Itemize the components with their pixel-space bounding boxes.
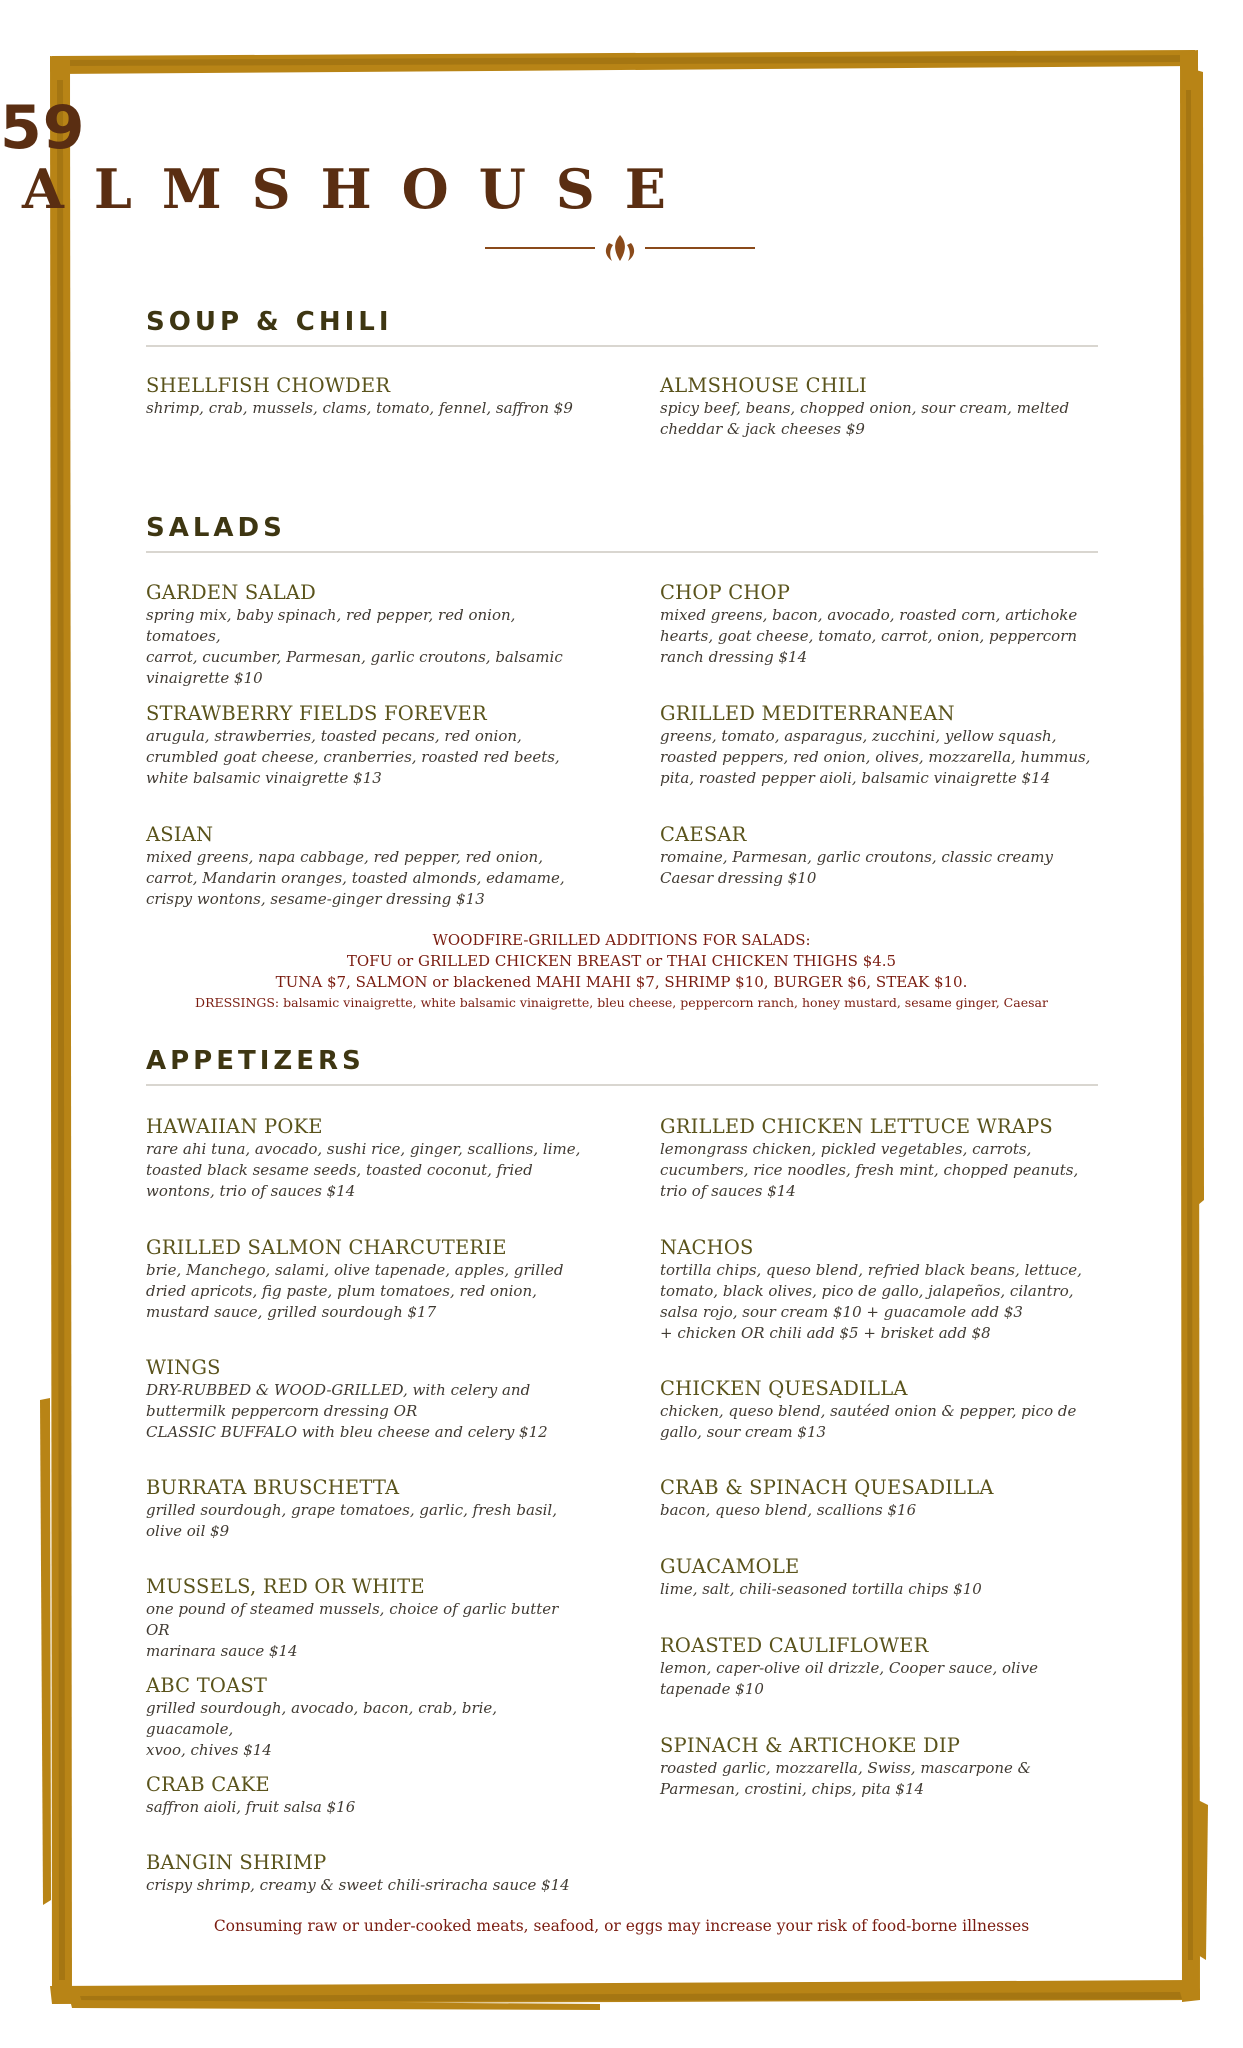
- item-name: STRAWBERRY FIELDS FOREVER: [146, 702, 487, 725]
- item-name: WINGS: [146, 1356, 221, 1379]
- item-name: BANGIN SHRIMP: [146, 1851, 327, 1874]
- menu-item: [660, 582, 1100, 668]
- section-title-appetizers: APPETIZERS: [146, 1046, 365, 1076]
- item-name: GRILLED CHICKEN LETTUCE WRAPS: [660, 1115, 1053, 1138]
- item-description: lemon, caper-olive oil drizzle, Cooper sauce, olive tapenade $10: [660, 1659, 1038, 1698]
- menu-item: [660, 1237, 1100, 1344]
- item-description: grilled sourdough, grape tomatoes, garlic, fresh basil, olive oil $9: [146, 1501, 557, 1540]
- brand-number: 59: [0, 93, 86, 163]
- item-name: ROASTED CAULIFLOWER: [660, 1634, 929, 1657]
- item-name: ASIAN: [146, 823, 214, 846]
- section-divider: [146, 345, 1098, 347]
- item-description: rare ahi tuna, avocado, sushi rice, ginger, scallions, lime, toasted black sesame seeds, toasted coconut, fried wontons, trio of sauces $14: [146, 1140, 581, 1200]
- section-divider: [146, 1084, 1098, 1086]
- salad-additions: [0, 930, 1243, 1013]
- menu-item: [660, 1477, 1100, 1521]
- additions-proteins: TOFU or GRILLED CHICKEN BREAST or THAI CHICKEN THIGHS $4.5: [346, 952, 897, 970]
- item-description: bacon, queso blend, scallions $16: [660, 1501, 917, 1519]
- item-name: CRAB CAKE: [146, 1773, 270, 1796]
- brand-name: ALMSHOUSE: [22, 157, 696, 221]
- menu-item: [146, 375, 586, 419]
- item-name: ABC TOAST: [146, 1674, 268, 1697]
- item-name: CRAB & SPINACH QUESADILLA: [660, 1476, 994, 1499]
- section-title-salads: SALADS: [146, 513, 286, 543]
- menu-item: [146, 1357, 586, 1443]
- item-description: spring mix, baby spinach, red pepper, red onion, tomatoes, carrot, cucumber, Parmesan, garlic croutons, balsamic vinaigrette $10: [146, 606, 563, 687]
- menu-item: [660, 824, 1100, 889]
- additions-seafood: TUNA $7, SALMON or blackened MAHI MAHI $7, SHRIMP $10, BURGER $6, STEAK $10.: [275, 973, 968, 991]
- item-name: GRILLED SALMON CHARCUTERIE: [146, 1236, 507, 1259]
- menu-item: [146, 1116, 586, 1202]
- food-safety-notice: Consuming raw or under-cooked meats, seafood, or eggs may increase your risk of food-borne illnesses: [213, 1917, 1030, 1935]
- item-description: spicy beef, beans, chopped onion, sour cream, melted cheddar & jack cheeses $9: [660, 399, 1070, 438]
- menu-item: [146, 703, 586, 789]
- flame-icon: [606, 235, 634, 261]
- item-description: crispy shrimp, creamy & sweet chili-sriracha sauce $14: [146, 1876, 570, 1894]
- menu-item: [146, 1576, 586, 1662]
- item-name: CHICKEN QUESADILLA: [660, 1377, 908, 1400]
- item-description: lime, salt, chili-seasoned tortilla chips $10: [660, 1580, 982, 1598]
- item-name: GARDEN SALAD: [146, 581, 316, 604]
- menu-item: [146, 824, 586, 910]
- item-description: DRY-RUBBED & WOOD-GRILLED, with celery and buttermilk peppercorn dressing OR CLASSIC BUFFALO with bleu cheese and celery $12: [146, 1381, 548, 1441]
- menu-item: [146, 582, 586, 689]
- additions-dressings: DRESSINGS: balsamic vinaigrette, white balsamic vinaigrette, bleu cheese, peppercorn ranch, honey mustard, sesame ginger, Caesar: [195, 995, 1048, 1010]
- menu-item: [146, 1477, 586, 1542]
- item-description: arugula, strawberries, toasted pecans, red onion, crumbled goat cheese, cranberries, roasted red beets, white balsamic vinaigrette $13: [146, 727, 560, 787]
- item-description: brie, Manchego, salami, olive tapenade, apples, grilled dried apricots, fig paste, plum tomatoes, red onion, mustard sauce, grilled sourdough $17: [146, 1261, 564, 1321]
- item-description: chicken, queso blend, sautéed onion & pepper, pico de gallo, sour cream $13: [660, 1402, 1077, 1441]
- item-name: CHOP CHOP: [660, 581, 791, 604]
- menu-item: [660, 1116, 1100, 1202]
- item-description: mixed greens, bacon, avocado, roasted corn, artichoke hearts, goat cheese, tomato, carrot, onion, peppercorn ranch dressing $14: [660, 606, 1078, 666]
- item-name: GRILLED MEDITERRANEAN: [660, 702, 955, 725]
- item-name: NACHOS: [660, 1236, 754, 1259]
- menu-item: [660, 1556, 1100, 1600]
- menu-item: [146, 1237, 586, 1323]
- section-divider: [146, 551, 1098, 553]
- item-name: SHELLFISH CHOWDER: [146, 374, 391, 397]
- item-description: romaine, Parmesan, garlic croutons, classic creamy Caesar dressing $10: [660, 848, 1053, 887]
- item-description: one pound of steamed mussels, choice of garlic butter OR marinara sauce $14: [146, 1600, 559, 1660]
- item-description: roasted garlic, mozzarella, Swiss, mascarpone & Parmesan, crostini, chips, pita $14: [660, 1759, 1032, 1798]
- item-description: lemongrass chicken, pickled vegetables, carrots, cucumbers, rice noodles, fresh mint, chopped peanuts, trio of sauces $14: [660, 1140, 1079, 1200]
- menu-item: [660, 703, 1100, 789]
- item-description: tortilla chips, queso blend, refried black beans, lettuce, tomato, black olives, pico de gallo, jalapeños, cilantro, salsa rojo, sour cream $10 + guacamole add $3 + chicken OR chili add $5 + brisket add $8: [660, 1261, 1082, 1342]
- item-description: shrimp, crab, mussels, clams, tomato, fennel, saffron $9: [146, 399, 573, 417]
- additions-heading: WOODFIRE-GRILLED ADDITIONS FOR SALADS:: [432, 931, 811, 949]
- item-name: CAESAR: [660, 823, 747, 846]
- menu-item: [660, 1735, 1100, 1800]
- menu-item: [146, 1675, 586, 1761]
- item-name: SPINACH & ARTICHOKE DIP: [660, 1734, 961, 1757]
- section-title-soup: SOUP & CHILI: [146, 307, 393, 337]
- item-name: ALMSHOUSE CHILI: [660, 374, 867, 397]
- menu-item: [146, 1852, 586, 1896]
- logo-ornament: [485, 233, 755, 263]
- menu-item: [146, 1774, 586, 1818]
- menu-item: [660, 375, 1100, 440]
- item-description: greens, tomato, asparagus, zucchini, yellow squash, roasted peppers, red onion, olives, mozzarella, hummus, pita, roasted pepper aioli, balsamic vinaigrette $14: [660, 727, 1091, 787]
- item-description: grilled sourdough, avocado, bacon, crab, brie, guacamole, xvoo, chives $14: [146, 1699, 498, 1759]
- item-name: MUSSELS, RED OR WHITE: [146, 1575, 425, 1598]
- item-name: GUACAMOLE: [660, 1555, 800, 1578]
- item-name: BURRATA BRUSCHETTA: [146, 1476, 400, 1499]
- item-description: mixed greens, napa cabbage, red pepper, red onion, carrot, Mandarin oranges, toasted almonds, edamame, crispy wontons, sesame-ginger dressing $13: [146, 848, 565, 908]
- item-name: HAWAIIAN POKE: [146, 1115, 323, 1138]
- menu-item: [660, 1635, 1100, 1700]
- item-description: saffron aioli, fruit salsa $16: [146, 1798, 356, 1816]
- menu-item: [660, 1378, 1100, 1443]
